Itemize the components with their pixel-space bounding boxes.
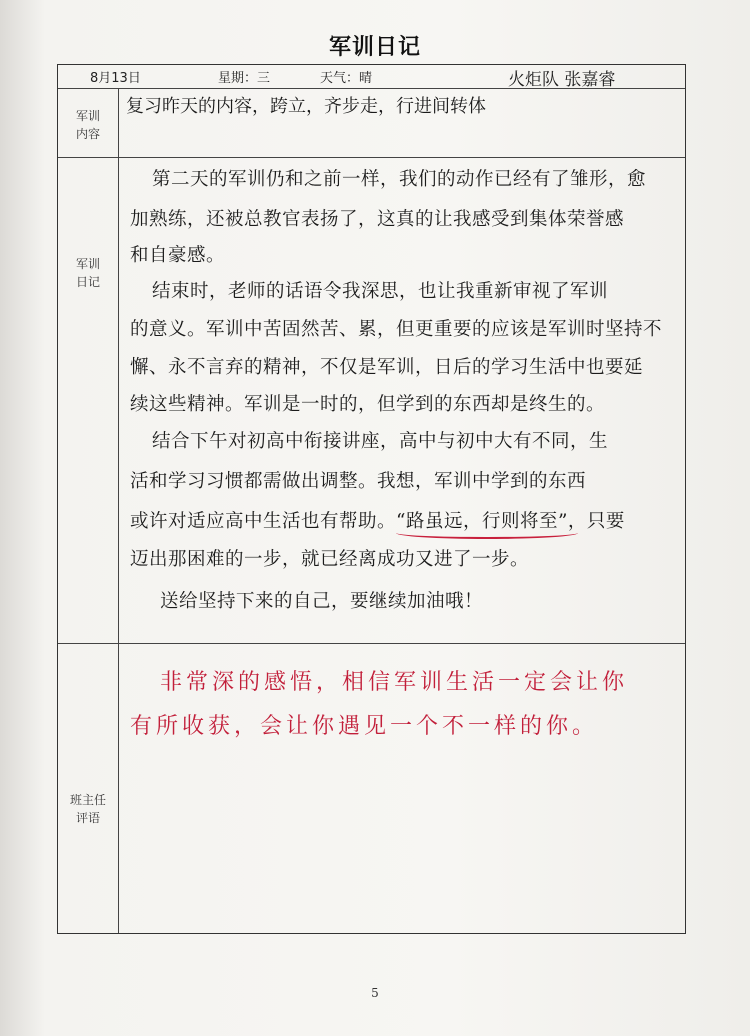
content-label: 军训 内容 xyxy=(75,109,100,141)
row-divider xyxy=(58,88,685,89)
diary-line: 迈出那困难的一步，就已经离成功又进了一步。 xyxy=(130,549,530,570)
date-field: 8月13日 xyxy=(90,71,141,86)
diary-line: 的意义。军训中苦固然苦、累，但更重要的应该是军训时坚持不 xyxy=(130,319,663,340)
red-underline-mark xyxy=(396,527,578,539)
comment-line: 非常深的感悟，相信军训生活一定会让你 xyxy=(160,670,629,695)
diary-line: 加熟练，还被总教官表扬了，这真的让我感受到集体荣誉感 xyxy=(130,209,625,230)
page-title: 军训日记 xyxy=(328,35,421,60)
comment-line: 有所收获，会让你遇见一个不一样的你。 xyxy=(130,714,599,739)
diary-line: 活和学习习惯都需做出调整。我想，军训中学到的东西 xyxy=(130,471,587,492)
diary-table xyxy=(57,64,686,934)
diary-line: 送给坚持下来的自己，要继续加油哦！ xyxy=(160,591,484,612)
row-divider xyxy=(58,643,685,644)
diary-label: 军训 日记 xyxy=(75,257,100,289)
weather-field: 天气：晴 xyxy=(320,71,373,86)
weekday-field: 星期：三 xyxy=(218,71,271,86)
diary-line: 和自豪感。 xyxy=(130,245,226,266)
diary-line: 第二天的军训仍和之前一样，我们的动作已经有了雏形，愈 xyxy=(152,169,647,190)
diary-line: 结合下午对初高中衔接讲座，高中与初中大有不同，生 xyxy=(152,431,609,452)
diary-line: 续这些精神。军训是一时的，但学到的东西却是终生的。 xyxy=(130,394,606,415)
content-text: 复习昨天的内容，跨立，齐步走，行进间转体 xyxy=(126,96,486,117)
page-number: 5 xyxy=(371,986,379,1000)
diary-line: 懈、永不言弃的精神，不仅是军训，日后的学习生活中也要延 xyxy=(130,357,644,378)
diary-line: 结束时，老师的话语令我深思，也让我重新审视了军训 xyxy=(152,281,609,302)
label-column-divider xyxy=(118,88,119,933)
row-divider xyxy=(58,157,685,158)
author-field: 火炬队 张嘉睿 xyxy=(508,70,616,90)
diary-line: 或许对适应高中生活也有帮助。“路虽远，行则将至”，只要 xyxy=(130,511,625,532)
comment-label: 班主任 评语 xyxy=(69,793,106,825)
